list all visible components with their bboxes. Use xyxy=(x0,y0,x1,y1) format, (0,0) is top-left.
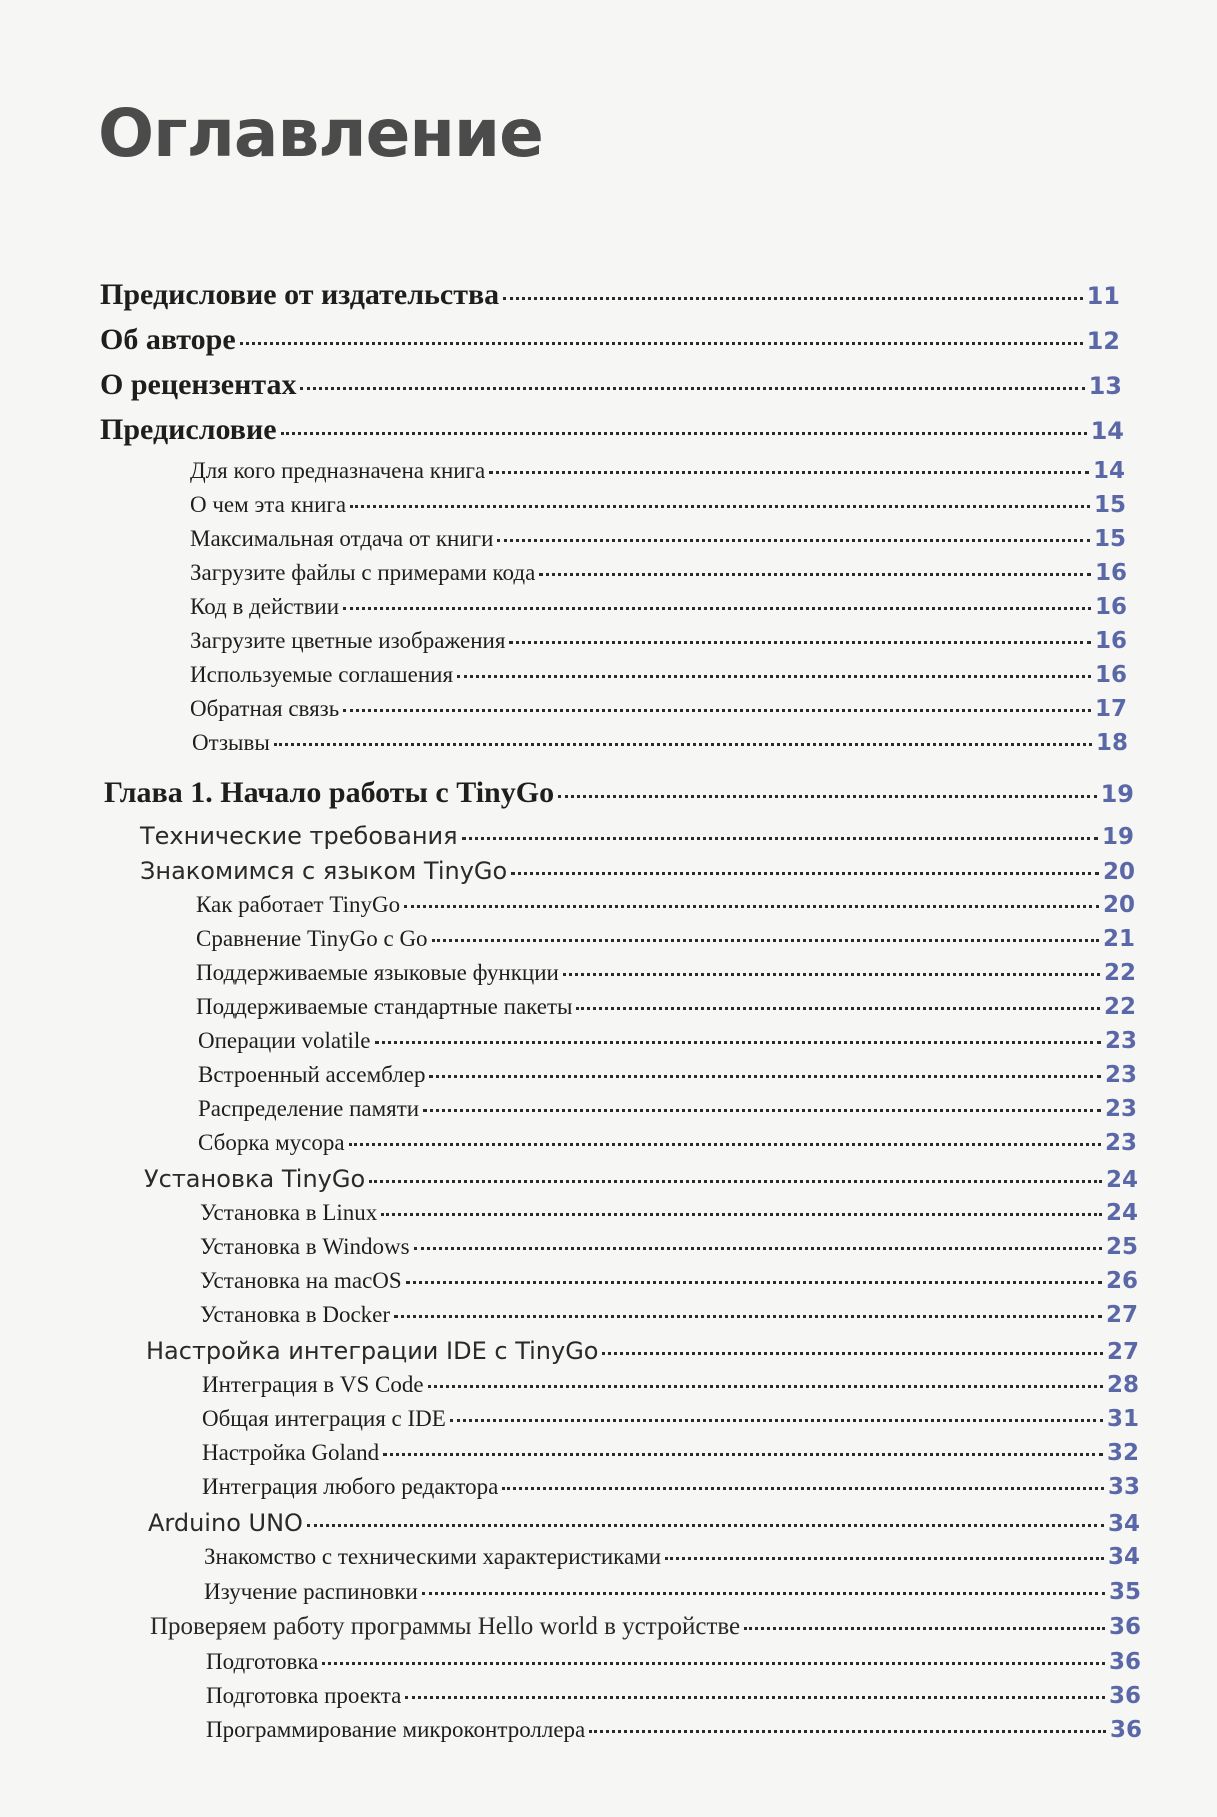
toc-leader-dots xyxy=(563,973,1100,976)
toc-page-number: 25 xyxy=(1105,1234,1138,1260)
toc-entry-label: Знакомство с техническими характеристиками xyxy=(204,1544,662,1569)
toc-entry[interactable] xyxy=(202,1474,1140,1500)
toc-leader-dots xyxy=(489,471,1089,474)
toc-entry-label: Знакомимся с языком TinyGo xyxy=(140,857,508,885)
toc-page-number: 19 xyxy=(1100,780,1134,808)
toc-page-number: 18 xyxy=(1095,730,1128,756)
toc-entry[interactable] xyxy=(206,1649,1141,1675)
toc-page-number: 23 xyxy=(1104,1130,1137,1156)
toc-entry[interactable] xyxy=(190,696,1127,722)
toc-entry[interactable] xyxy=(200,1268,1138,1294)
toc-page-number: 36 xyxy=(1109,1717,1142,1743)
toc-leader-dots xyxy=(281,432,1087,435)
toc-entry[interactable] xyxy=(198,1062,1137,1088)
toc-entry-label: Распределение памяти xyxy=(198,1096,420,1121)
toc-page-number: 14 xyxy=(1090,417,1124,445)
toc-page-number: 24 xyxy=(1105,1200,1138,1226)
toc-page-number: 22 xyxy=(1103,994,1136,1020)
toc-leader-dots xyxy=(343,607,1091,610)
toc-entry-label: Отзывы xyxy=(192,730,270,755)
toc-leader-dots xyxy=(394,1315,1102,1318)
toc-leader-dots xyxy=(509,641,1091,644)
toc-entry[interactable] xyxy=(148,1509,1140,1537)
toc-entry[interactable] xyxy=(190,628,1127,654)
toc-entry-label: Глава 1. Начало работы с TinyGo xyxy=(104,776,555,809)
toc-leader-dots xyxy=(307,1524,1104,1527)
toc-leader-dots xyxy=(429,1075,1101,1078)
toc-leader-dots xyxy=(274,743,1092,746)
toc-chapter-entry[interactable] xyxy=(104,776,1134,810)
toc-leader-dots xyxy=(576,1007,1100,1010)
toc-leader-dots xyxy=(602,1352,1103,1355)
toc-entry[interactable] xyxy=(190,492,1126,518)
toc-page-number: 34 xyxy=(1107,1544,1140,1570)
toc-leader-dots xyxy=(300,387,1084,390)
toc-entry[interactable] xyxy=(144,1165,1138,1193)
toc-leader-dots xyxy=(539,573,1091,576)
toc-entry-label: Поддерживаемые стандартные пакеты xyxy=(196,994,573,1019)
toc-leader-dots xyxy=(404,905,1099,908)
toc-leader-dots xyxy=(502,1487,1104,1490)
toc-entry-label: Об авторе xyxy=(100,323,236,356)
toc-entry-label: Подготовка проекта xyxy=(206,1683,402,1708)
toc-page-number: 16 xyxy=(1094,594,1127,620)
toc-page-number: 31 xyxy=(1106,1406,1139,1432)
toc-entry[interactable] xyxy=(146,1337,1139,1365)
toc-page-number: 15 xyxy=(1093,526,1126,552)
toc-page-number: 23 xyxy=(1104,1096,1137,1122)
toc-leader-dots xyxy=(511,872,1099,875)
toc-page-number: 23 xyxy=(1104,1062,1137,1088)
toc-entry-label: Настройка Goland xyxy=(202,1440,380,1465)
toc-entry-label: Интеграция в VS Code xyxy=(202,1372,424,1397)
toc-entry-label: Предисловие от издательства xyxy=(100,278,500,311)
toc-entry-label: Проверяем работу программы Hello world в устройстве xyxy=(150,1613,741,1640)
toc-page-number: 26 xyxy=(1105,1268,1138,1294)
toc-entry[interactable] xyxy=(100,368,1122,402)
toc-entry-label: Технические требования xyxy=(140,822,458,850)
toc-page-number: 34 xyxy=(1107,1511,1140,1537)
toc-page-number: 27 xyxy=(1106,1339,1139,1365)
toc-entry[interactable] xyxy=(190,662,1127,688)
toc-leader-dots xyxy=(558,795,1097,798)
toc-entry[interactable] xyxy=(206,1683,1141,1709)
toc-entry[interactable] xyxy=(190,594,1127,620)
toc-leader-dots xyxy=(665,1557,1104,1560)
toc-entry[interactable] xyxy=(196,960,1136,986)
toc-leader-dots xyxy=(428,1385,1103,1388)
toc-entry[interactable] xyxy=(196,994,1136,1020)
toc-entry-label: Интеграция любого редактора xyxy=(202,1474,499,1499)
toc-entry[interactable] xyxy=(202,1440,1139,1466)
toc-page-number: 36 xyxy=(1108,1683,1141,1709)
toc-page-number: 27 xyxy=(1105,1302,1138,1328)
toc-page-number: 22 xyxy=(1103,960,1136,986)
toc-entry-label: О чем эта книга xyxy=(190,492,347,517)
toc-page-number: 20 xyxy=(1102,892,1135,918)
toc-leader-dots xyxy=(349,1143,1101,1146)
toc-entry[interactable] xyxy=(200,1302,1138,1328)
toc-page-number: 36 xyxy=(1108,1649,1141,1675)
toc-entry[interactable] xyxy=(150,1613,1141,1641)
toc-entry-label: Настройка интеграции IDE с TinyGo xyxy=(146,1337,599,1365)
toc-entry[interactable] xyxy=(190,458,1125,484)
toc-leader-dots xyxy=(589,1730,1106,1733)
toc-entry-label: Поддерживаемые языковые функции xyxy=(196,960,559,985)
toc-leader-dots xyxy=(497,539,1090,542)
toc-page-number: 16 xyxy=(1094,560,1127,586)
toc-entry[interactable] xyxy=(190,526,1126,552)
toc-page-number: 20 xyxy=(1102,859,1135,885)
toc-page-number: 13 xyxy=(1088,372,1122,400)
toc-page-number: 19 xyxy=(1101,824,1134,850)
toc-entry-label: Используемые соглашения xyxy=(190,662,454,687)
toc-entry[interactable] xyxy=(202,1406,1139,1432)
toc-entry[interactable] xyxy=(198,1096,1137,1122)
toc-entry[interactable] xyxy=(100,413,1124,447)
toc-page-number: 16 xyxy=(1094,662,1127,688)
toc-entry-label: Сборка мусора xyxy=(198,1130,345,1155)
toc-leader-dots xyxy=(414,1247,1102,1250)
toc-page-number: 17 xyxy=(1094,696,1127,722)
toc-entry[interactable] xyxy=(192,730,1128,756)
toc-entry[interactable] xyxy=(206,1717,1142,1743)
toc-entry-label: Сравнение TinyGo с Go xyxy=(196,926,428,951)
toc-leader-dots xyxy=(405,1696,1105,1699)
toc-leader-dots xyxy=(423,1109,1101,1112)
toc-leader-dots xyxy=(350,505,1090,508)
toc-entry-label: Изучение распиновки xyxy=(204,1579,418,1604)
toc-page-number: 16 xyxy=(1094,628,1127,654)
toc-entry-label: Максимальная отдача от книги xyxy=(190,526,494,551)
toc-leader-dots xyxy=(462,837,1098,840)
toc-entry[interactable] xyxy=(204,1579,1141,1605)
toc-entry[interactable] xyxy=(100,278,1120,312)
toc-leader-dots xyxy=(406,1281,1102,1284)
toc-leader-dots xyxy=(381,1213,1102,1216)
toc-leader-dots xyxy=(343,709,1091,712)
toc-page-number: 36 xyxy=(1108,1614,1141,1640)
toc-entry[interactable] xyxy=(100,323,1120,357)
toc-entry-label: Обратная связь xyxy=(190,696,340,721)
toc-entry[interactable] xyxy=(196,892,1135,918)
toc-entry[interactable] xyxy=(196,926,1135,952)
toc-leader-dots xyxy=(383,1453,1103,1456)
toc-leader-dots xyxy=(744,1627,1105,1630)
toc-entry-label: О рецензентах xyxy=(100,368,297,401)
toc-page-number: 24 xyxy=(1105,1167,1138,1193)
toc-leader-dots xyxy=(503,297,1082,300)
toc-entry-label: Как работает TinyGo xyxy=(196,892,401,917)
toc-entry[interactable] xyxy=(198,1130,1137,1156)
toc-page-number: 33 xyxy=(1107,1474,1140,1500)
toc-entry[interactable] xyxy=(202,1372,1139,1398)
toc-entry-label: Подготовка xyxy=(206,1649,319,1674)
toc-page-number: 35 xyxy=(1108,1579,1141,1605)
toc-page-number: 15 xyxy=(1093,492,1126,518)
toc-entry[interactable] xyxy=(200,1234,1138,1260)
toc-page-number: 32 xyxy=(1106,1440,1139,1466)
toc-page-number: 23 xyxy=(1104,1028,1137,1054)
toc-entry-label: Установка в Linux xyxy=(200,1200,378,1225)
toc-leader-dots xyxy=(369,1180,1102,1183)
toc-leader-dots xyxy=(450,1419,1103,1422)
toc-leader-dots xyxy=(322,1662,1105,1665)
toc-entry[interactable] xyxy=(140,857,1135,885)
toc-leader-dots xyxy=(422,1592,1105,1595)
toc-page-number: 21 xyxy=(1102,926,1135,952)
toc-leader-dots xyxy=(240,342,1083,345)
toc-leader-dots xyxy=(432,939,1099,942)
toc-entry-label: Программирование микроконтроллера xyxy=(206,1717,586,1742)
toc-entry-label: Установка на macOS xyxy=(200,1268,402,1293)
toc-page-number: 14 xyxy=(1092,458,1125,484)
toc-page-number: 11 xyxy=(1086,282,1120,310)
toc-entry-label: Загрузите файлы с примерами кода xyxy=(190,560,536,585)
toc-entry-label: Предисловие xyxy=(100,413,277,446)
toc-entry[interactable] xyxy=(140,822,1134,850)
toc-entry-label: Arduino UNO xyxy=(148,1509,303,1537)
toc-entry[interactable] xyxy=(190,560,1127,586)
toc-entry-label: Загрузите цветные изображения xyxy=(190,628,506,653)
toc-leader-dots xyxy=(375,1041,1101,1044)
toc-entry-label: Встроенный ассемблер xyxy=(198,1062,426,1087)
toc-entry[interactable] xyxy=(198,1028,1137,1054)
toc-entry[interactable] xyxy=(200,1200,1138,1226)
toc-entry-label: Операции volatile xyxy=(198,1028,371,1053)
toc-page-number: 12 xyxy=(1086,327,1120,355)
page-title: Оглавление xyxy=(98,95,543,172)
toc-entry-label: Код в действии xyxy=(190,594,340,619)
toc-entry-label: Установка в Docker xyxy=(200,1302,391,1327)
toc-entry-label: Общая интеграция с IDE xyxy=(202,1406,446,1431)
toc-leader-dots xyxy=(457,675,1091,678)
toc-entry-label: Установка TinyGo xyxy=(144,1165,366,1193)
toc-entry-label: Для кого предназначена книга xyxy=(190,458,486,483)
toc-entry-label: Установка в Windows xyxy=(200,1234,410,1259)
toc-entry[interactable] xyxy=(204,1544,1140,1570)
toc-page-number: 28 xyxy=(1106,1372,1139,1398)
